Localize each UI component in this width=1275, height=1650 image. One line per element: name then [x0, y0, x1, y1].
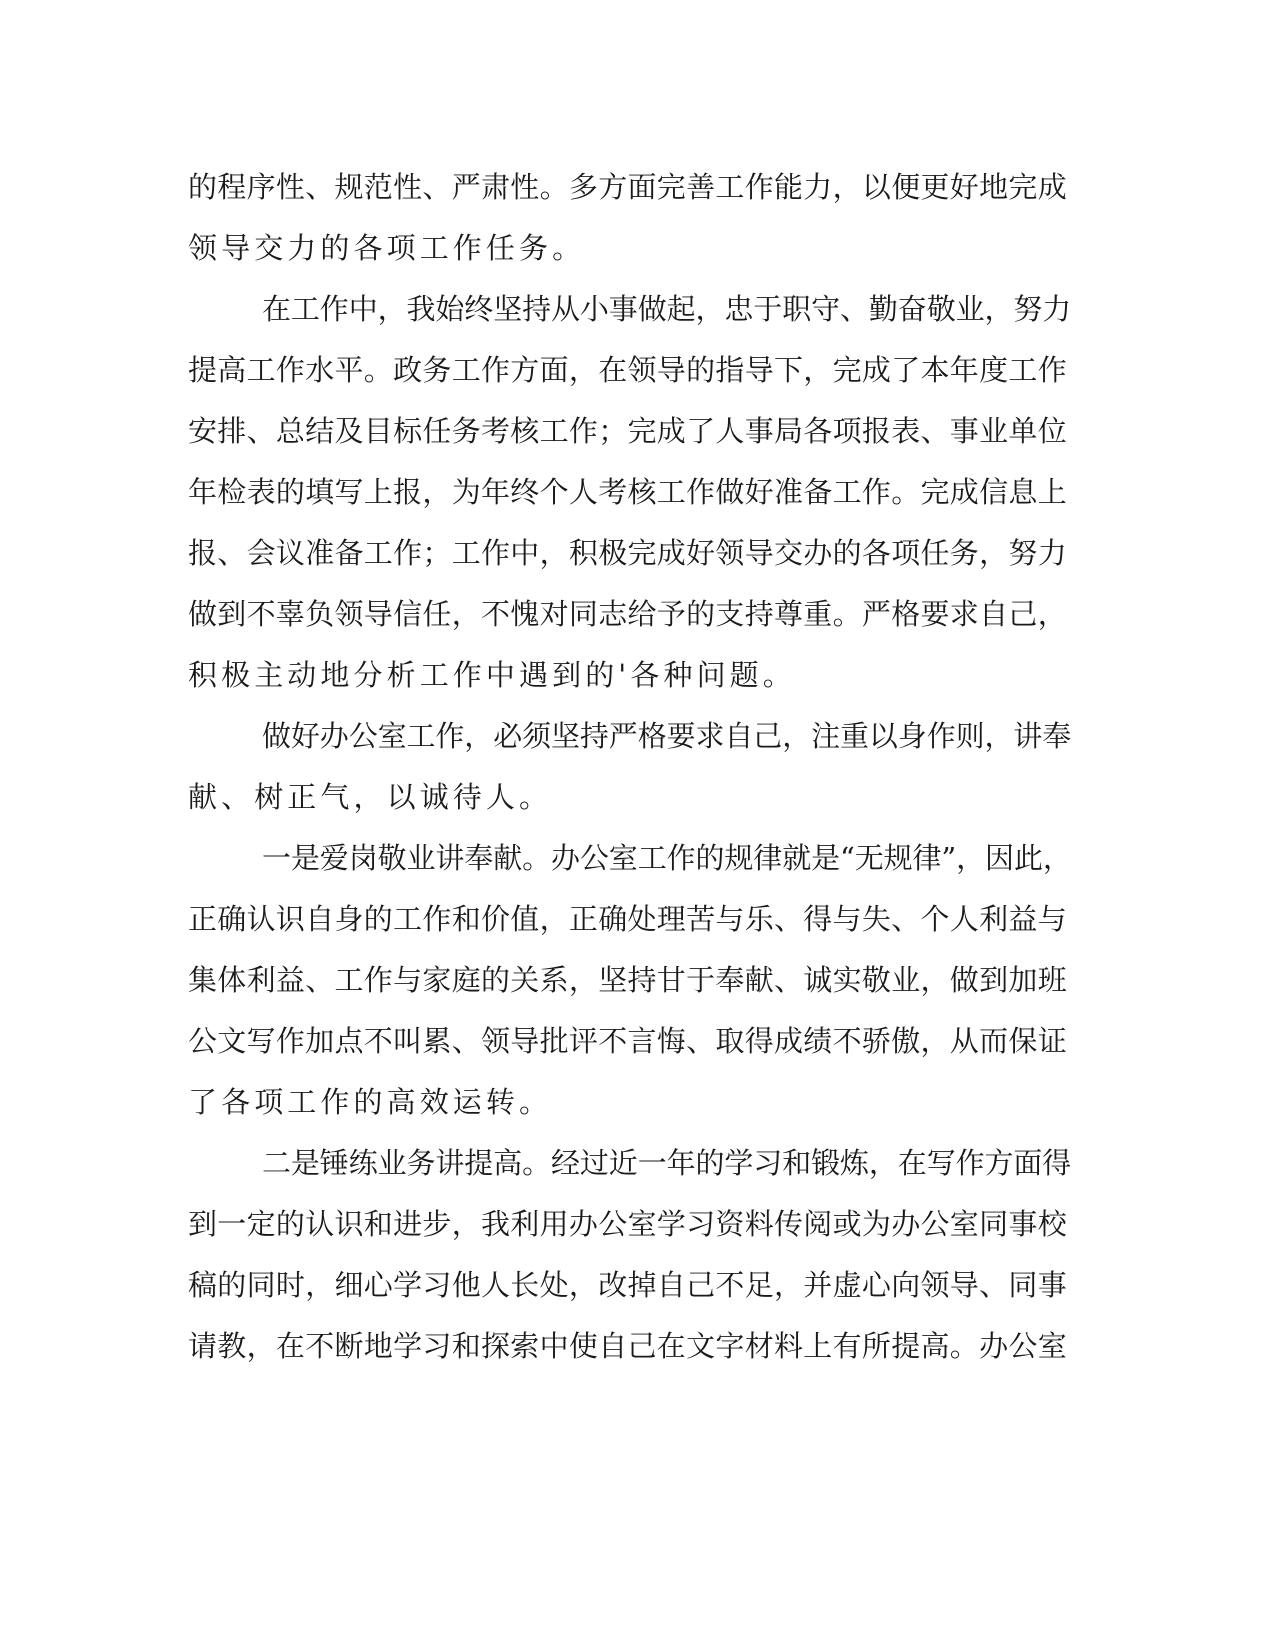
body-text: [188, 157, 1072, 1377]
text-line: 领导交力的各项工作任务。: [188, 231, 586, 265]
text-line: 到一定的认识和进步，我利用办公室学习资料传阅或为办公室同事校: [188, 1207, 1068, 1241]
text-line: 提高工作水平。政务工作方面，在领导的指导下，完成了本年度工作: [188, 353, 1068, 387]
text-line: 公文写作加点不叫累、领导批评不言悔、取得成绩不骄傲，从而保证: [188, 1024, 1068, 1058]
text-line: 做到不辜负领导信任，不愧对同志给予的支持尊重。严格要求自己，: [188, 597, 1068, 631]
text-line: 稿的同时，细心学习他人长处，改掉自己不足，并虚心向领导、同事: [188, 1268, 1068, 1302]
paragraph-start-line: 在工作中，我始终坚持从小事做起，忠于职守、勤奋敬业，努力: [262, 292, 1072, 326]
text-line: 请教，在不断地学习和探索中使自己在文字材料上有所提高。办公室: [188, 1329, 1068, 1363]
text-line: 年检表的填写上报，为年终个人考核工作做好准备工作。完成信息上: [188, 475, 1068, 509]
text-line: 集体利益、工作与家庭的关系，坚持甘于奉献、诚实敬业，做到加班: [188, 963, 1068, 997]
paragraph-start-line: 二是锤练业务讲提高。经过近一年的学习和锻炼，在写作方面得: [262, 1146, 1072, 1180]
text-line: 积极主动地分析工作中遇到的'各种问题。: [188, 658, 796, 692]
text-line: 报、会议准备工作；工作中，积极完成好领导交办的各项任务，努力: [188, 536, 1068, 570]
text-line: 安排、总结及目标任务考核工作；完成了人事局各项报表、事业单位: [188, 414, 1068, 448]
text-line: 献、树正气，以诚待人。: [188, 780, 553, 814]
text-line: 的程序性、规范性、严肃性。多方面完善工作能力，以便更好地完成: [188, 170, 1068, 204]
text-line: 了各项工作的高效运转。: [188, 1085, 553, 1119]
paragraph-start-line: 做好办公室工作，必须坚持严格要求自己，注重以身作则，讲奉: [262, 719, 1072, 753]
paragraph-start-line: 一是爱岗敬业讲奉献。办公室工作的规律就是“无规律”，因此，: [262, 841, 1072, 875]
text-line: 正确认识自身的工作和价值，正确处理苦与乐、得与失、个人利益与: [188, 902, 1068, 936]
